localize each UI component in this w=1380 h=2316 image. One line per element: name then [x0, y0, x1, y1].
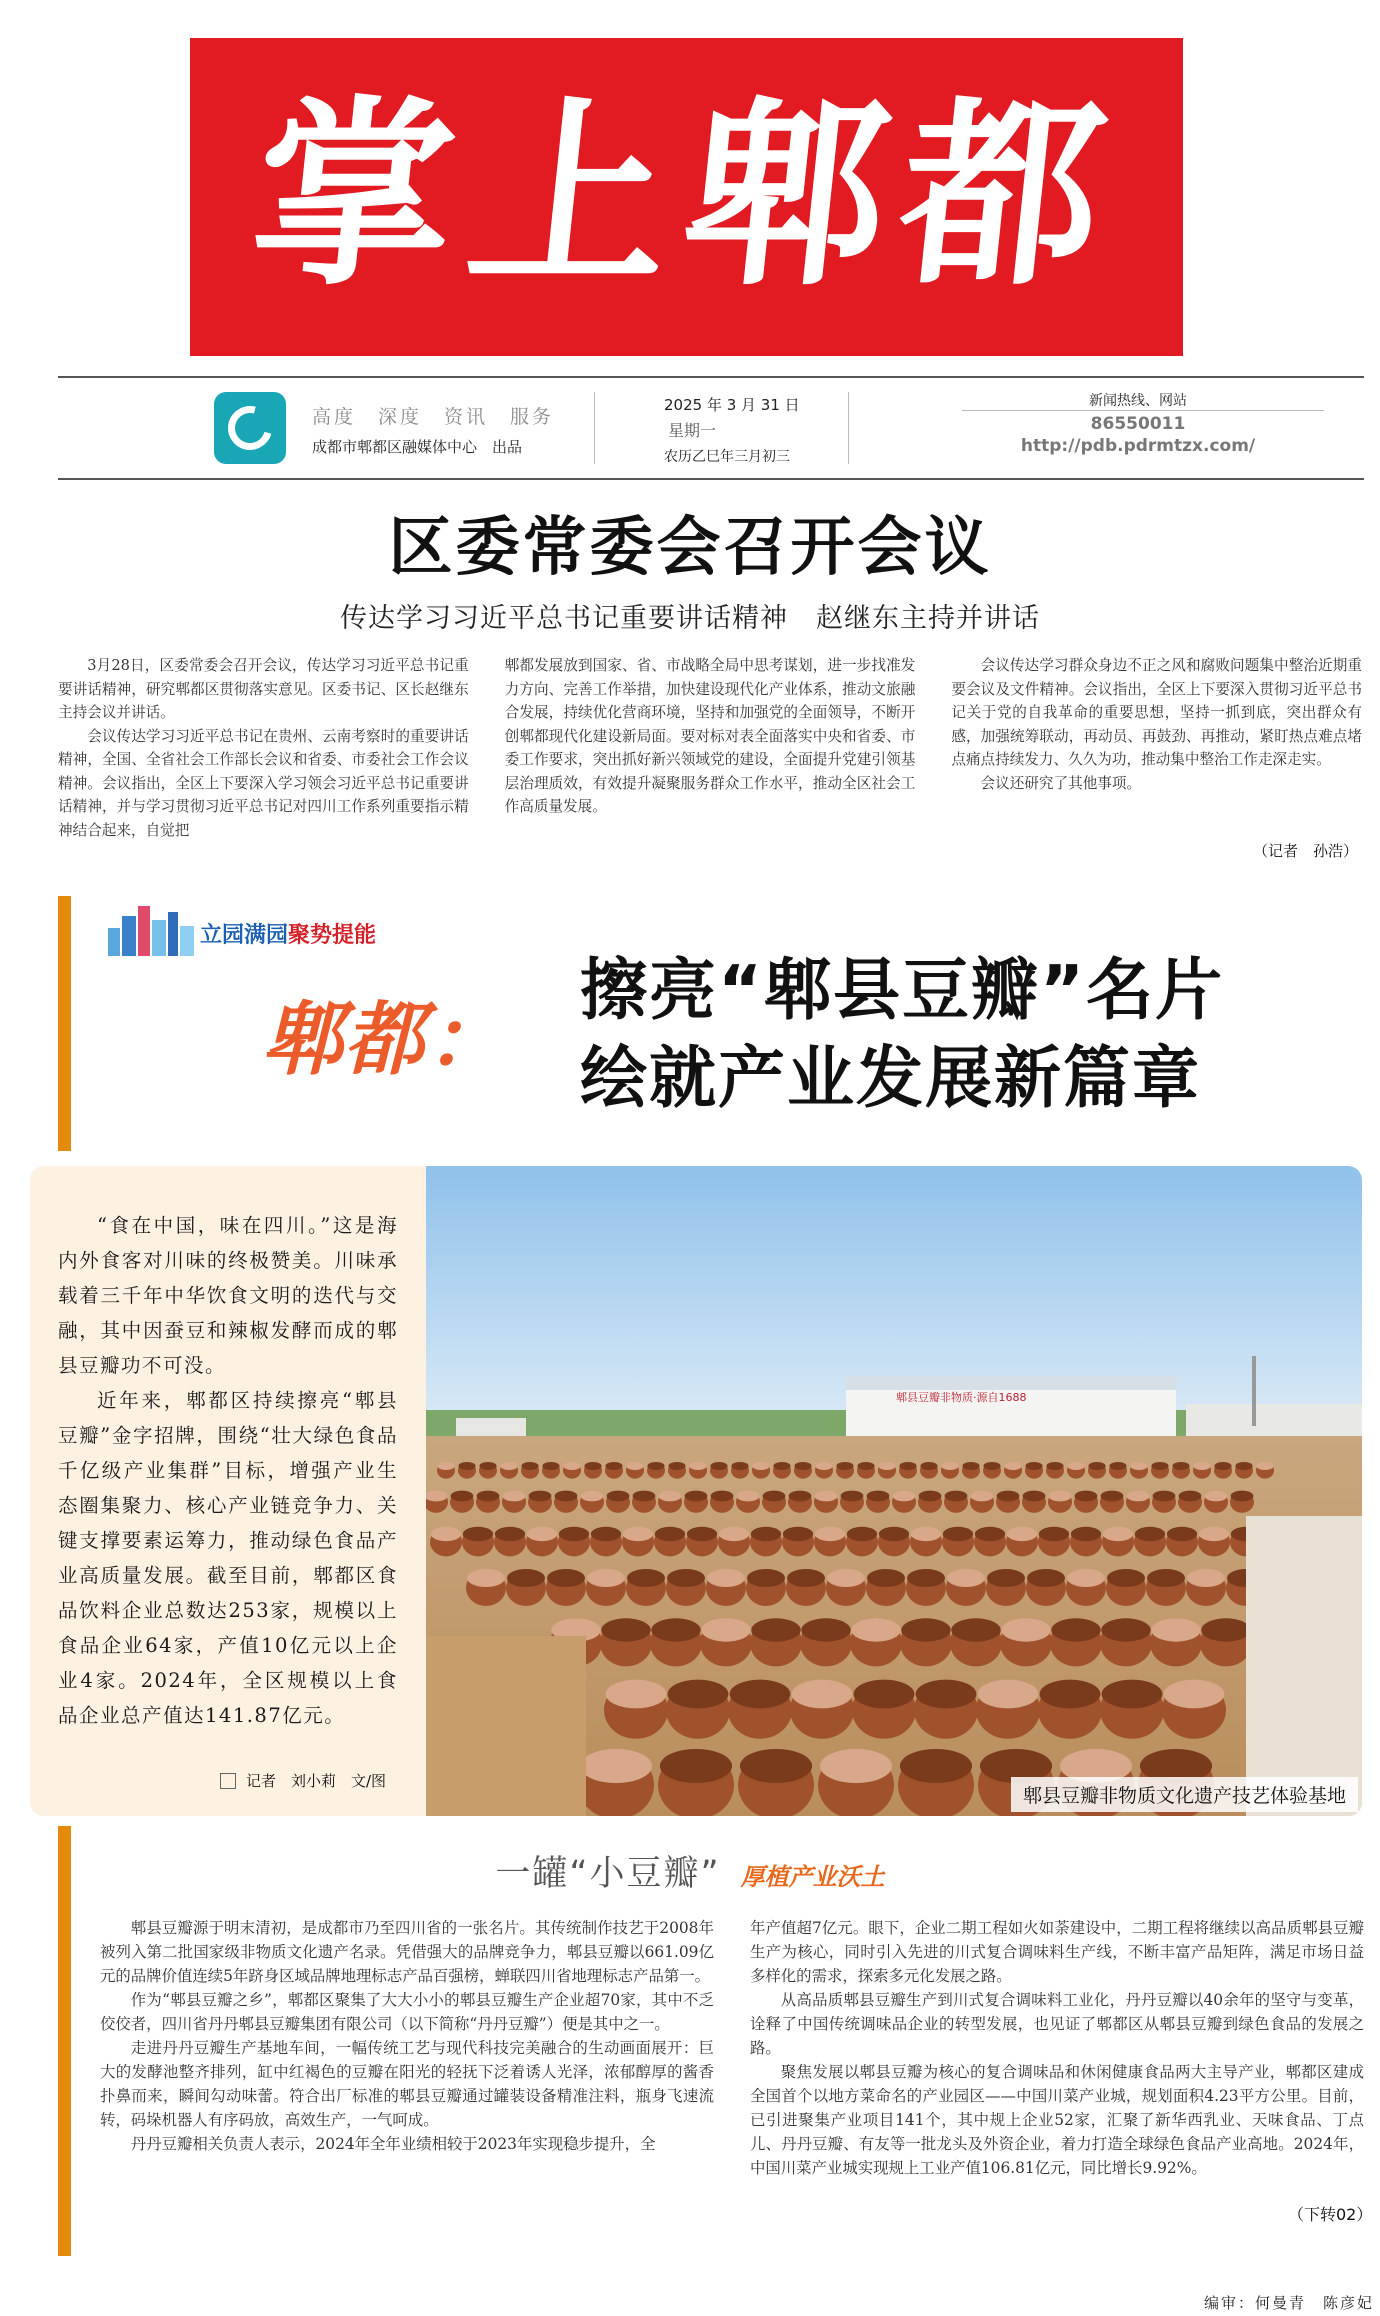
- jar-lid: [667, 1569, 705, 1587]
- jar-lid: [1004, 1462, 1021, 1470]
- jar-lid: [1103, 1527, 1133, 1541]
- jar-lid: [920, 1462, 937, 1470]
- jar-lid: [1164, 1680, 1225, 1709]
- article1-column-1: [58, 654, 469, 842]
- jar-lid: [878, 1462, 895, 1470]
- jar-lid: [529, 1491, 552, 1502]
- jar-lid: [584, 1462, 601, 1470]
- jar-lid: [820, 1749, 892, 1783]
- tag-part-b: 聚势提能: [288, 923, 377, 948]
- divider: [594, 392, 595, 464]
- jar-lid: [1088, 1462, 1105, 1470]
- jar-lid: [458, 1462, 475, 1470]
- paragraph: 郫县豆瓣源于明末清初，是成都市乃至四川省的一张名片。其传统制作技艺于2008年被列入第二批国家级非物质文化遗产名录。凭借强大的品牌竞争力，郫县豆瓣以661.09亿元的品牌价值连续5年跻身区域品牌地理标志产品百强榜，蝉联四川省地理标志产品第一。: [100, 1919, 714, 1985]
- hotline-label: 新闻热线、网站: [1089, 393, 1187, 409]
- jar-lid: [1101, 1618, 1150, 1641]
- jar-lid: [801, 1618, 850, 1641]
- jar-lid: [987, 1569, 1025, 1587]
- jar-lid: [1025, 1462, 1042, 1470]
- jar-lid: [1102, 1680, 1163, 1709]
- website-link[interactable]: http://pdb.pdrmtzx.com/: [1020, 436, 1256, 456]
- jar-lid: [916, 1680, 977, 1709]
- intro-paragraph: “食在中国，味在四川。”这是海内外食客对川味的终极赞美。川味承载着三千年中华饮食文明的迭代与交融，其中因蚕豆和辣椒发酵而成的郫县豆瓣功不可没。: [58, 1214, 398, 1377]
- jar-lid: [815, 1527, 845, 1541]
- jar-lid: [555, 1491, 578, 1502]
- jar-lid: [1001, 1618, 1050, 1641]
- jar-lid: [626, 1462, 643, 1470]
- jar-lid: [655, 1527, 685, 1541]
- jar-lid: [1071, 1527, 1101, 1541]
- tag-part-a: 立园满园: [200, 923, 289, 948]
- jar-lid: [580, 1749, 652, 1783]
- jar-lid: [836, 1462, 853, 1470]
- jar-lid: [1235, 1462, 1252, 1470]
- jar-lid: [495, 1527, 525, 1541]
- jar-lid: [451, 1491, 474, 1502]
- continued-marker: （下转02）: [1288, 2205, 1373, 2224]
- section-title: 一罐“小豆瓣”: [495, 1854, 721, 1894]
- jar-lid: [975, 1527, 1005, 1541]
- jar-lid: [659, 1491, 682, 1502]
- jar-lid: [841, 1491, 864, 1502]
- jar-lid: [1109, 1462, 1126, 1470]
- jar-lid: [687, 1527, 717, 1541]
- jar-lid: [1040, 1680, 1101, 1709]
- jar-lid: [437, 1462, 454, 1470]
- jar-lid: [879, 1527, 909, 1541]
- jar-lid: [737, 1491, 760, 1502]
- jar-lid: [627, 1569, 665, 1587]
- article1-body: [58, 654, 1362, 842]
- section-tag: [200, 918, 376, 949]
- intro-paragraph: 近年来，郫都区持续擦亮“郫县豆瓣”金字招牌，围绕“壮大绿色食品千亿级产业集群”目标，增强产业生态圈集聚力、核心产业链竞争力、关键支撑要素运筹力，推动绿色食品产业高质量发展。截至目前，郫都区食品饮料企业总数达253家，规模以上食品企业64家，产值10亿元以上企业4家。2024年，全区规模以上食品企业总产值达141.87亿元。: [58, 1389, 398, 1727]
- article1-column-2: [505, 654, 916, 842]
- jar-lid: [1023, 1491, 1046, 1502]
- jar-lid: [1151, 1462, 1168, 1470]
- jar-lid: [983, 1462, 1000, 1470]
- jar-lid: [1214, 1462, 1231, 1470]
- jar-lid: [605, 1462, 622, 1470]
- photo-fermentation-base: [426, 1166, 1362, 1816]
- jar-lid: [1075, 1491, 1098, 1502]
- jar-lid: [787, 1569, 825, 1587]
- jar-lid: [789, 1491, 812, 1502]
- jar-lid: [731, 1462, 748, 1470]
- app-logo-icon: [214, 392, 286, 464]
- jar-lid: [740, 1749, 812, 1783]
- jar-lid: [521, 1462, 538, 1470]
- paragraph: 会议还研究了其他事项。: [980, 774, 1142, 792]
- jar-lid: [477, 1491, 500, 1502]
- jar-lid: [941, 1462, 958, 1470]
- jar-lid: [815, 1491, 838, 1502]
- checkbox-icon: [220, 1773, 236, 1789]
- article1-subhead: 传达学习习近平总书记重要讲话精神 赵继东主持并讲话: [340, 603, 1040, 634]
- section-subtitle: 厚植产业沃土: [740, 1863, 885, 1891]
- jar-lid: [1187, 1569, 1225, 1587]
- jar-lid: [1127, 1491, 1150, 1502]
- paragraph: 郫都发展放到国家、省、市战略全局中思考谋划，进一步找准发力方向、完善工作举措，加快建设现代化产业体系，推动文旅融合发展，持续优化营商环境，坚持和加强党的全面领导，不断开创郫都现代化建设新局面。要对标对表全面落实中央和省委、市委工作要求，突出抓好新兴领域党的建设，全面提升党建引领基层治理质效，有效提升凝聚服务群众工作水平，推动全区社会工作高质量发展。: [504, 657, 916, 815]
- paragraph: 走进丹丹豆瓣生产基地车间，一幅传统工艺与现代科技完美融合的生动画面展开：巨大的发酵池整齐排列，缸中红褐色的豆瓣在阳光的轻抚下泛着诱人光泽，浓郁醇厚的酱香扑鼻而来，瞬间勾动味蕾。符合出厂标准的郫县豆瓣通过罐装设备精准注料，瓶身飞速流转，码垛机器人有序码放，高效生产，一气呵成。: [100, 2039, 714, 2129]
- jar-lid: [867, 1491, 890, 1502]
- lunar-date: 农历乙巳年三月初三: [664, 449, 790, 465]
- paragraph: 作为“郫县豆瓣之乡”，郫都区聚集了大大小小的郫县豆瓣生产企业超70家，其中不乏佼佼者，四川省丹丹郫县豆瓣集团有限公司（以下简称“丹丹豆瓣”）便是其中之一。: [100, 1991, 714, 2033]
- masthead: [190, 38, 1183, 356]
- jar-lid: [660, 1749, 732, 1783]
- jar-lid: [978, 1680, 1039, 1709]
- hotline-number: 86550011: [1090, 414, 1186, 434]
- article1-headline: 区委常委会召开会议: [388, 511, 992, 585]
- jar-lid: [794, 1462, 811, 1470]
- jar-lid: [668, 1680, 729, 1709]
- jar-lid: [1201, 1618, 1250, 1641]
- jar-lid: [707, 1569, 745, 1587]
- jar-lid: [1153, 1491, 1176, 1502]
- jar-lid: [607, 1491, 630, 1502]
- jar-lid: [547, 1569, 585, 1587]
- jar-lid: [606, 1680, 667, 1709]
- jar-lid: [730, 1680, 791, 1709]
- paragraph: 聚焦发展以郫县豆瓣为核心的复合调味品和休闲健康食品两大主导产业，郫都区建成全国首个以地方菜命名的产业园区——中国川菜产业城，规划面积4.23平方公里。目前，已引进聚集产业项目141个，其中规上企业52家，汇聚了新华西乳业、天味食品、丁点儿、丹丹豆瓣、有友等一批龙头及外资企业，着力打造全球绿色食品产业高地。2024年，中国川菜产业城实现规上工业产值106.81亿元，同比增长9.92%。: [750, 2063, 1364, 2177]
- jar-lid: [1256, 1462, 1273, 1470]
- paragraph: 年产值超7亿元。眼下，企业二期工程如火如荼建设中，二期工程将继续以高品质郫县豆瓣生产为核心，同时引入先进的川式复合调味料生产线，不断丰富产品矩阵，满足市场日益多样化的需求，探索多元化发展之路。: [750, 1919, 1364, 1985]
- jar-lid: [581, 1491, 604, 1502]
- jar-lid: [467, 1569, 505, 1587]
- jar-lid: [907, 1569, 945, 1587]
- jar-lid: [1135, 1527, 1165, 1541]
- jar-lid: [479, 1462, 496, 1470]
- jar-lid: [827, 1569, 865, 1587]
- article2-byline: [220, 1770, 386, 1791]
- jar-lid: [854, 1680, 915, 1709]
- jar-lid: [1027, 1569, 1065, 1587]
- jar-lid: [792, 1680, 853, 1709]
- jar-lid: [1067, 1569, 1105, 1587]
- article1-byline: （记者 孙浩）: [1252, 842, 1358, 860]
- paragraph: 丹丹豆瓣相关负责人表示，2024年全年业绩相较于2023年实现稳步提升，全: [130, 2135, 656, 2153]
- jar-lid: [899, 1462, 916, 1470]
- jar-lid: [783, 1527, 813, 1541]
- jar-lid: [503, 1491, 526, 1502]
- jar-lid: [563, 1462, 580, 1470]
- masthead-title: 掌上郫都: [242, 80, 1131, 313]
- jar-lid: [689, 1462, 706, 1470]
- jar-lid: [815, 1462, 832, 1470]
- feature-block: [30, 1166, 1362, 1816]
- jar-lid: [1046, 1462, 1063, 1470]
- intro-box: [30, 1166, 426, 1816]
- jar-lid: [773, 1462, 790, 1470]
- jar-lid: [962, 1462, 979, 1470]
- jar-lid: [857, 1462, 874, 1470]
- jar-lid: [463, 1527, 493, 1541]
- jar-lid: [685, 1491, 708, 1502]
- date-block: [664, 392, 800, 470]
- jar-lid: [527, 1527, 557, 1541]
- jar-lid: [919, 1491, 942, 1502]
- jar-lid: [651, 1618, 700, 1641]
- jar-lid: [1231, 1491, 1254, 1502]
- slogan: 高度 深度 资讯 服务: [312, 406, 555, 428]
- jar-lid: [851, 1618, 900, 1641]
- jar-lid: [751, 1527, 781, 1541]
- jar-lid: [1101, 1491, 1124, 1502]
- jar-lid: [901, 1618, 950, 1641]
- jar-lid: [542, 1462, 559, 1470]
- article2-body: [100, 1916, 1364, 2180]
- jar-lid: [943, 1527, 973, 1541]
- jar-lid: [668, 1462, 685, 1470]
- headline-line-1: 擦亮“郫县豆瓣”名片: [580, 951, 1225, 1029]
- jar-lid: [867, 1569, 905, 1587]
- jar-lid: [997, 1491, 1020, 1502]
- jar-lid: [623, 1527, 653, 1541]
- divider: [848, 392, 849, 464]
- jar-lid: [719, 1527, 749, 1541]
- jar-lid: [763, 1491, 786, 1502]
- jar-lid: [507, 1569, 545, 1587]
- jar-lid: [900, 1749, 972, 1783]
- jar-lid: [633, 1491, 656, 1502]
- jar-lid: [1205, 1491, 1228, 1502]
- jar-lid: [701, 1618, 750, 1641]
- jar-lid: [1130, 1462, 1147, 1470]
- jar-lid: [431, 1527, 461, 1541]
- info-bar: [58, 376, 1364, 480]
- jar-lid: [601, 1618, 650, 1641]
- jar-lid: [591, 1527, 621, 1541]
- jar-lid: [1151, 1618, 1200, 1641]
- section-heading: [0, 1846, 1380, 1896]
- jar-lid: [947, 1569, 985, 1587]
- editors-credit: 编审：何曼青 陈彦妃: [1204, 2294, 1375, 2312]
- weekday: 星期一: [668, 421, 717, 440]
- jar-lid: [893, 1491, 916, 1502]
- jar-lid: [751, 1618, 800, 1641]
- jar-lid: [710, 1462, 727, 1470]
- paragraph: 会议传达学习习近平总书记在贵州、云南考察时的重要讲话精神，全国、全省社会工作部长会议和省委、市委社会工作会议精神。会议指出，全区上下要深入学习领会习近平总书记重要讲话精神，并与学习贯彻习近平总书记对四川工作系列重要指示精神结合起来，自觉把: [58, 727, 469, 839]
- jar-lid: [711, 1491, 734, 1502]
- hotline-block: [988, 390, 1288, 456]
- jar-lid: [911, 1527, 941, 1541]
- jar-lid: [500, 1462, 517, 1470]
- paragraph: 3月28日，区委常委会召开会议，传达学习习近平总书记重要讲话精神，研究郫都区贯彻落实意见。区委书记、区长赵继东主持会议并讲话。: [58, 657, 469, 721]
- article2-column-2: [750, 1916, 1364, 2180]
- jar-lid: [945, 1491, 968, 1502]
- article1-column-3: [951, 654, 1362, 842]
- accent-bar: [58, 896, 71, 1151]
- city-skyline-icon: [104, 898, 200, 958]
- byline-text: 记者 刘小莉 文/图: [246, 1772, 387, 1790]
- jar-lid: [1007, 1527, 1037, 1541]
- headline-line-2: 绘就产业发展新篇章: [580, 1039, 1201, 1117]
- jar-lid: [587, 1569, 625, 1587]
- jar-lid: [1172, 1462, 1189, 1470]
- article2-column-1: [100, 1916, 714, 2180]
- jar-lid: [647, 1462, 664, 1470]
- jar-lid: [1193, 1462, 1210, 1470]
- jar-lid: [1039, 1527, 1069, 1541]
- paragraph: 从高品质郫县豆瓣生产到川式复合调味料工业化，丹丹豆瓣以40余年的坚守与变革，诠释了中国传统调味品企业的转型发展，也见证了郫都区从郫县豆瓣到绿色食品的发展之路。: [750, 1991, 1364, 2057]
- jar-lid: [1199, 1527, 1229, 1541]
- article2-kicker: 郫都：: [262, 993, 508, 1086]
- issue-date: 2025 年 3 月 31 日: [664, 396, 800, 414]
- jar-lid: [1107, 1569, 1145, 1587]
- jar-lid: [752, 1462, 769, 1470]
- factory-sign: 郫县豆瓣非物质·源自1688: [896, 1391, 1027, 1404]
- article2-headline: [580, 946, 1224, 1122]
- jar-lid: [1067, 1462, 1084, 1470]
- jar-lid: [559, 1527, 589, 1541]
- jar-lid: [1049, 1491, 1072, 1502]
- photo-caption: 郫县豆瓣非物质文化遗产技艺体验基地: [1011, 1777, 1358, 1812]
- jar-lid: [1179, 1491, 1202, 1502]
- publisher: 成都市郫都区融媒体中心 出品: [312, 438, 523, 456]
- jar-lid: [1147, 1569, 1185, 1587]
- paragraph: 会议传达学习群众身边不正之风和腐败问题集中整治近期重要会议及文件精神。会议指出，全区上下要深入贯彻习近平总书记关于党的自我革命的重要思想，坚持一抓到底，突出群众有感，加强统筹联动，再动员、再鼓劲、再推动，紧盯热点难点堵点痛点持续发力、久久为功，推动集中整治工作走深走实。: [951, 657, 1363, 768]
- jar-lid: [847, 1527, 877, 1541]
- jar-lid: [971, 1491, 994, 1502]
- jar-lid: [1167, 1527, 1197, 1541]
- jar-lid: [747, 1569, 785, 1587]
- fermentation-yard-image: [426, 1166, 1362, 1816]
- jar-lid: [951, 1618, 1000, 1641]
- jar-lid: [1051, 1618, 1100, 1641]
